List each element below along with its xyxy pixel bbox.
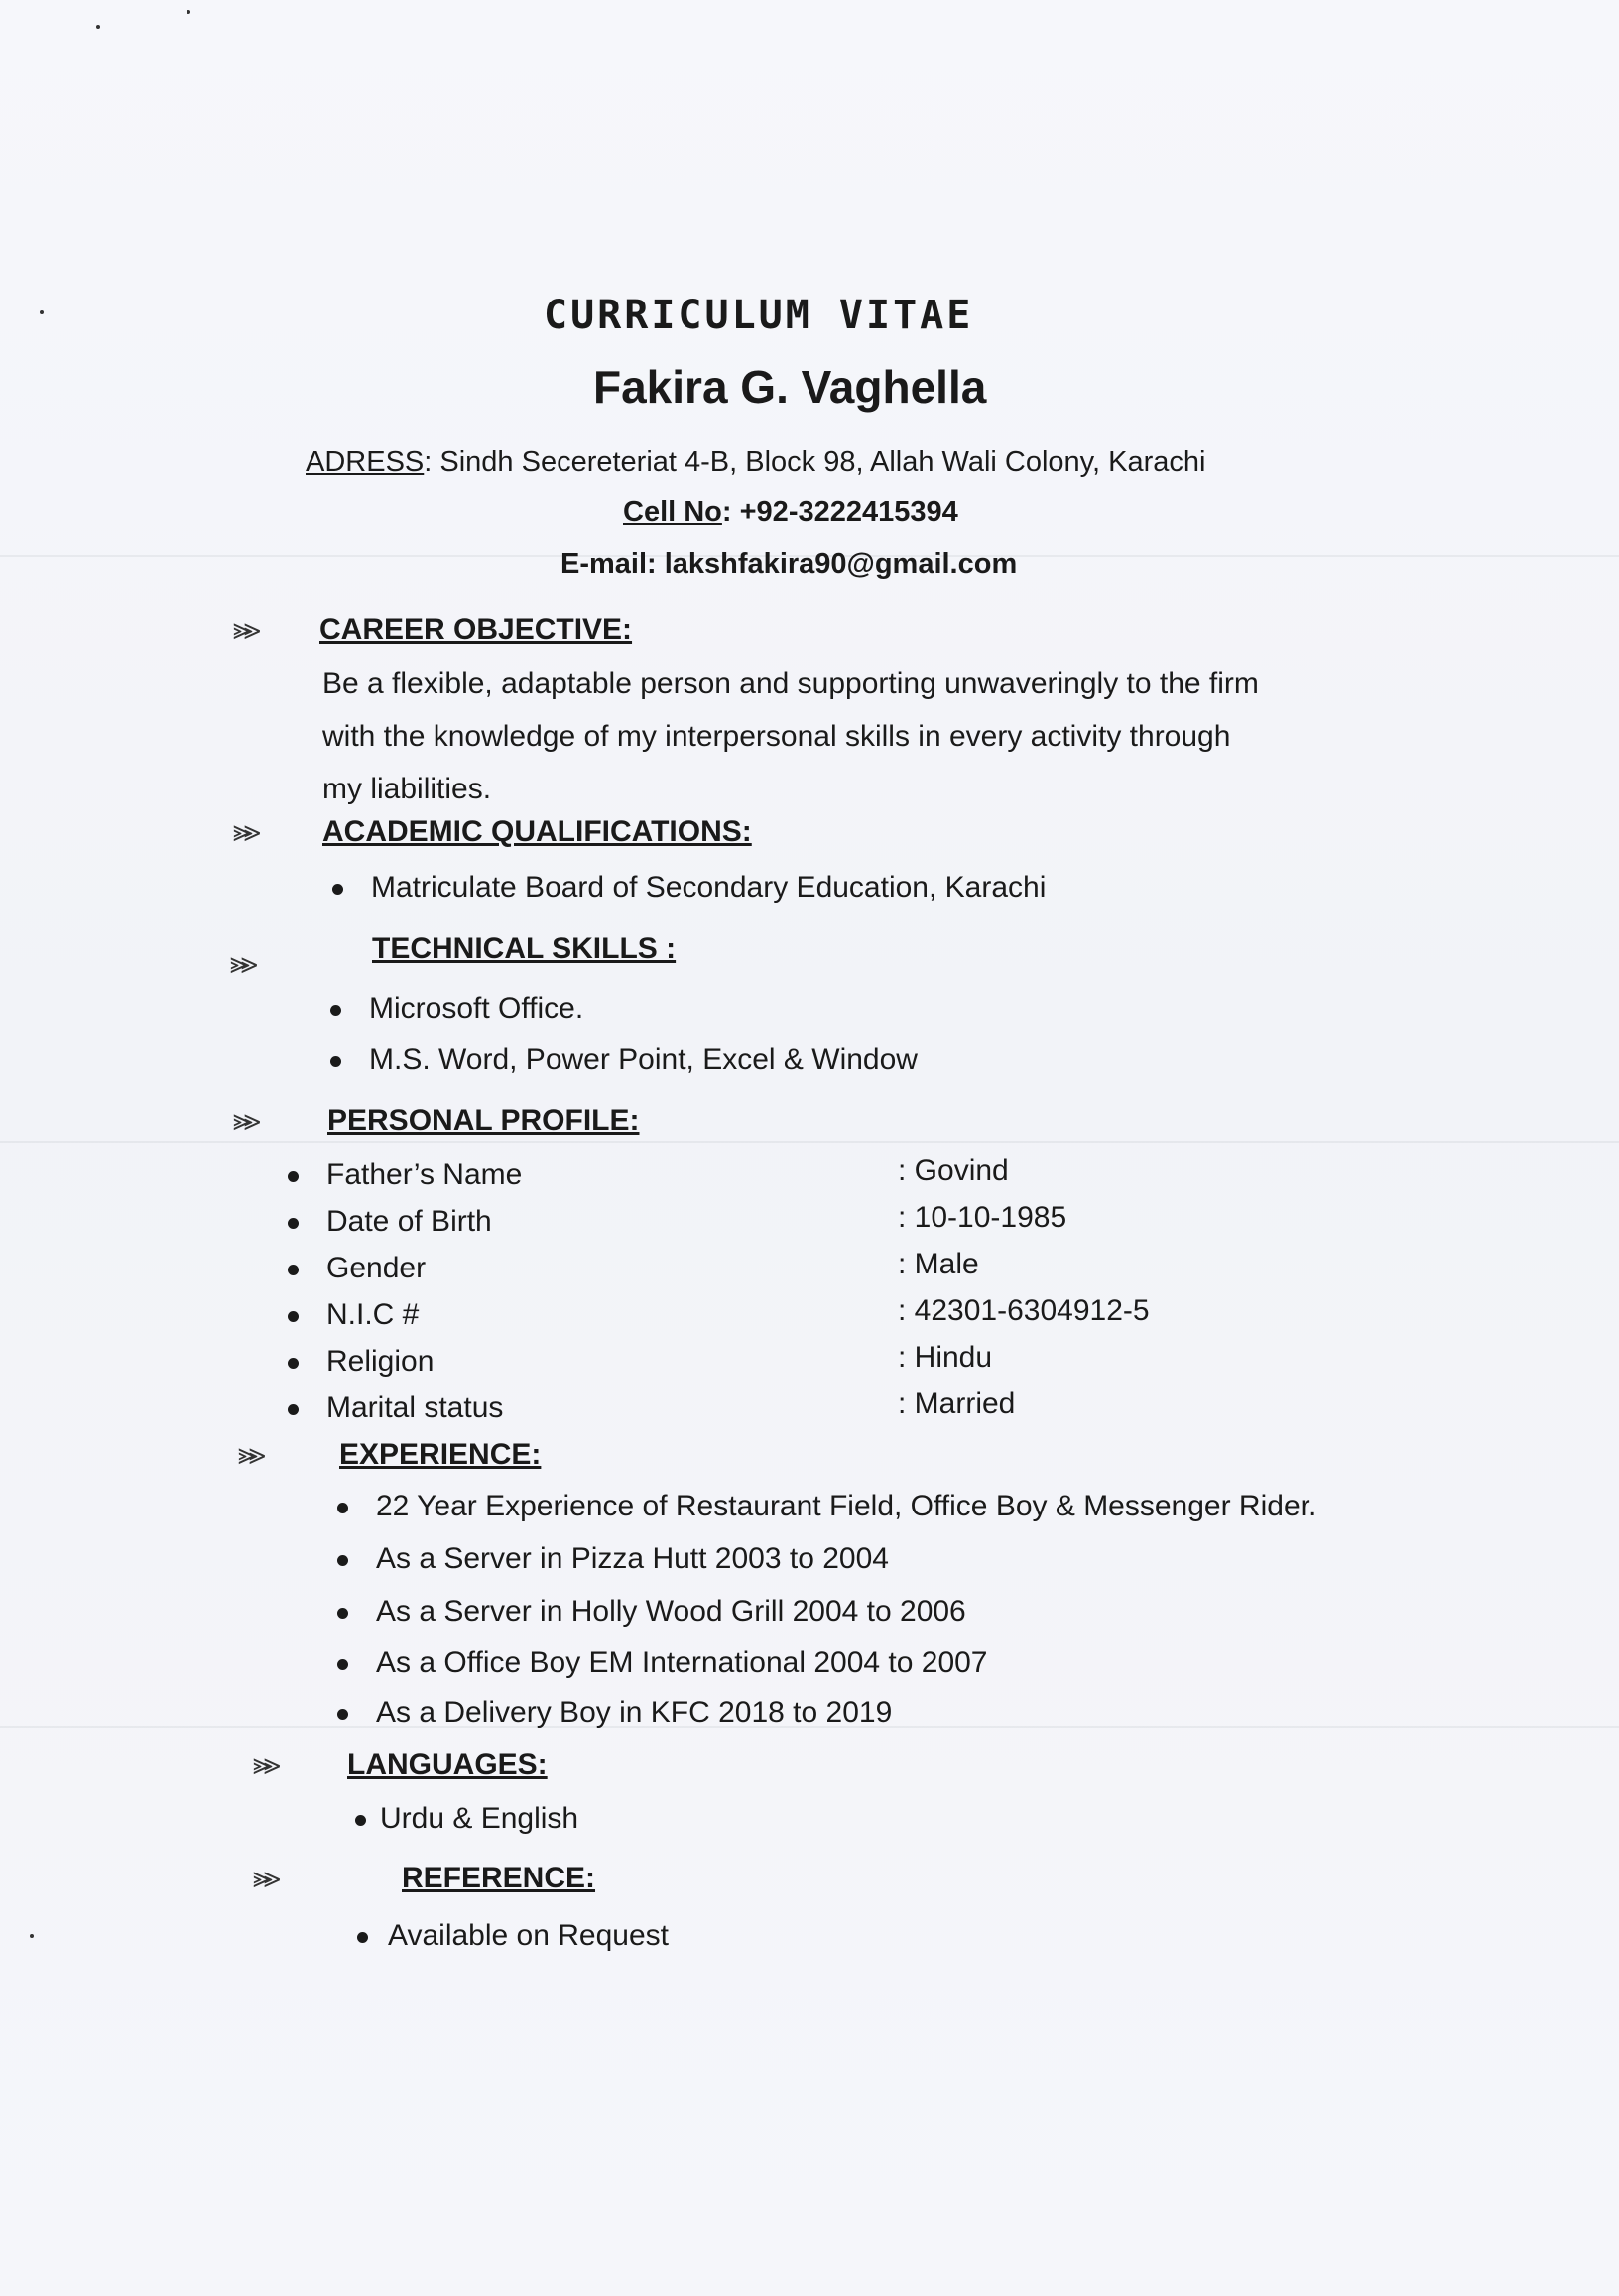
scan-speck [187, 10, 190, 14]
double-arrow-icon: ⪢⪢ [253, 1749, 275, 1781]
profile-row [288, 1248, 1280, 1291]
cell-value: : +92-3222415394 [721, 496, 958, 528]
scan-speck [30, 1934, 34, 1938]
profile-label: Gender [326, 1252, 427, 1284]
bullet-icon [288, 1265, 299, 1275]
objective-line: Be a flexible, adaptable person and supporting unwaveringly to the firm [322, 667, 1259, 700]
objective-line: my liabilities. [322, 773, 492, 805]
profile-row [288, 1201, 1280, 1245]
address-label: ADRESS [306, 446, 425, 478]
profile-row [288, 1341, 1280, 1385]
profile-label: N.I.C # [326, 1298, 420, 1331]
profile-value: : Govind [898, 1154, 1009, 1187]
reference-heading: REFERENCE: [402, 1862, 596, 1894]
experience-heading: EXPERIENCE: [339, 1438, 542, 1471]
bullet-icon [288, 1171, 299, 1182]
bullet-icon [337, 1709, 348, 1720]
address-value: : Sindh Secereteriat 4-B, Block 98, Allah Wali Colony, Karachi [424, 446, 1206, 478]
list-item: As a Server in Holly Wood Grill 2004 to 2006 [337, 1595, 966, 1629]
address-line [306, 446, 1205, 479]
list-item: Urdu & English [355, 1802, 578, 1836]
list-item: As a Server in Pizza Hutt 2003 to 2004 [337, 1542, 889, 1576]
bullet-icon [337, 1608, 348, 1619]
bullet-icon [357, 1932, 368, 1943]
profile-label: Father’s Name [326, 1158, 523, 1191]
bullet-icon [330, 1056, 341, 1067]
profile-row [288, 1388, 1280, 1431]
technical-skills-heading: TECHNICAL SKILLS : [372, 932, 677, 965]
bullet-icon [330, 1005, 341, 1016]
cell-label: Cell No [623, 496, 722, 528]
list-item: M.S. Word, Power Point, Excel & Window [330, 1043, 918, 1077]
profile-value: : Married [898, 1388, 1016, 1420]
bullet-icon [288, 1358, 299, 1369]
double-arrow-icon: ⪢⪢ [238, 1438, 260, 1471]
double-arrow-icon: ⪢⪢ [233, 815, 255, 848]
personal-profile-heading: PERSONAL PROFILE: [327, 1104, 640, 1137]
email-line: E-mail: lakshfakira90@gmail.com [560, 548, 1018, 580]
scan-speck [40, 310, 44, 314]
cell-line [623, 496, 958, 529]
bullet-icon [288, 1311, 299, 1322]
languages-heading: LANGUAGES: [347, 1749, 548, 1781]
list-item: Available on Request [357, 1919, 669, 1953]
profile-value: : Male [898, 1248, 979, 1280]
list-item: As a Office Boy EM International 2004 to 2007 [337, 1646, 988, 1680]
academic-heading: ACADEMIC QUALIFICATIONS: [322, 815, 752, 848]
bullet-icon [288, 1218, 299, 1229]
list-item: Matriculate Board of Secondary Education, Karachi [332, 871, 1046, 905]
objective-line: with the knowledge of my interpersonal skills in every activity through [322, 720, 1231, 753]
profile-row [288, 1154, 1280, 1198]
bullet-icon [355, 1815, 366, 1826]
double-arrow-icon: ⪢⪢ [233, 613, 255, 646]
double-arrow-icon: ⪢⪢ [233, 1104, 255, 1137]
career-objective-text [322, 658, 1493, 815]
bullet-icon [337, 1659, 348, 1670]
career-objective-heading: CAREER OBJECTIVE: [319, 613, 633, 646]
profile-value: : 10-10-1985 [898, 1201, 1067, 1234]
list-item: 22 Year Experience of Restaurant Field, Office Boy & Messenger Rider. [337, 1490, 1316, 1523]
scan-speck [96, 25, 100, 29]
document-title: CURRICULUM VITAE [544, 293, 974, 338]
double-arrow-icon: ⪢⪢ [253, 1862, 275, 1894]
double-arrow-icon: ⪢⪢ [230, 947, 252, 980]
fold-line [0, 1141, 1619, 1143]
profile-label: Religion [326, 1345, 435, 1378]
profile-label: Marital status [326, 1391, 504, 1424]
bullet-icon [337, 1503, 348, 1513]
list-item: As a Delivery Boy in KFC 2018 to 2019 [337, 1696, 892, 1730]
profile-row [288, 1294, 1280, 1338]
profile-label: Date of Birth [326, 1205, 492, 1238]
candidate-name: Fakira G. Vaghella [593, 361, 987, 413]
bullet-icon [337, 1555, 348, 1566]
list-item: Microsoft Office. [330, 992, 583, 1026]
profile-value: : 42301-6304912-5 [898, 1294, 1150, 1327]
bullet-icon [332, 884, 343, 895]
bullet-icon [288, 1404, 299, 1415]
profile-value: : Hindu [898, 1341, 993, 1374]
